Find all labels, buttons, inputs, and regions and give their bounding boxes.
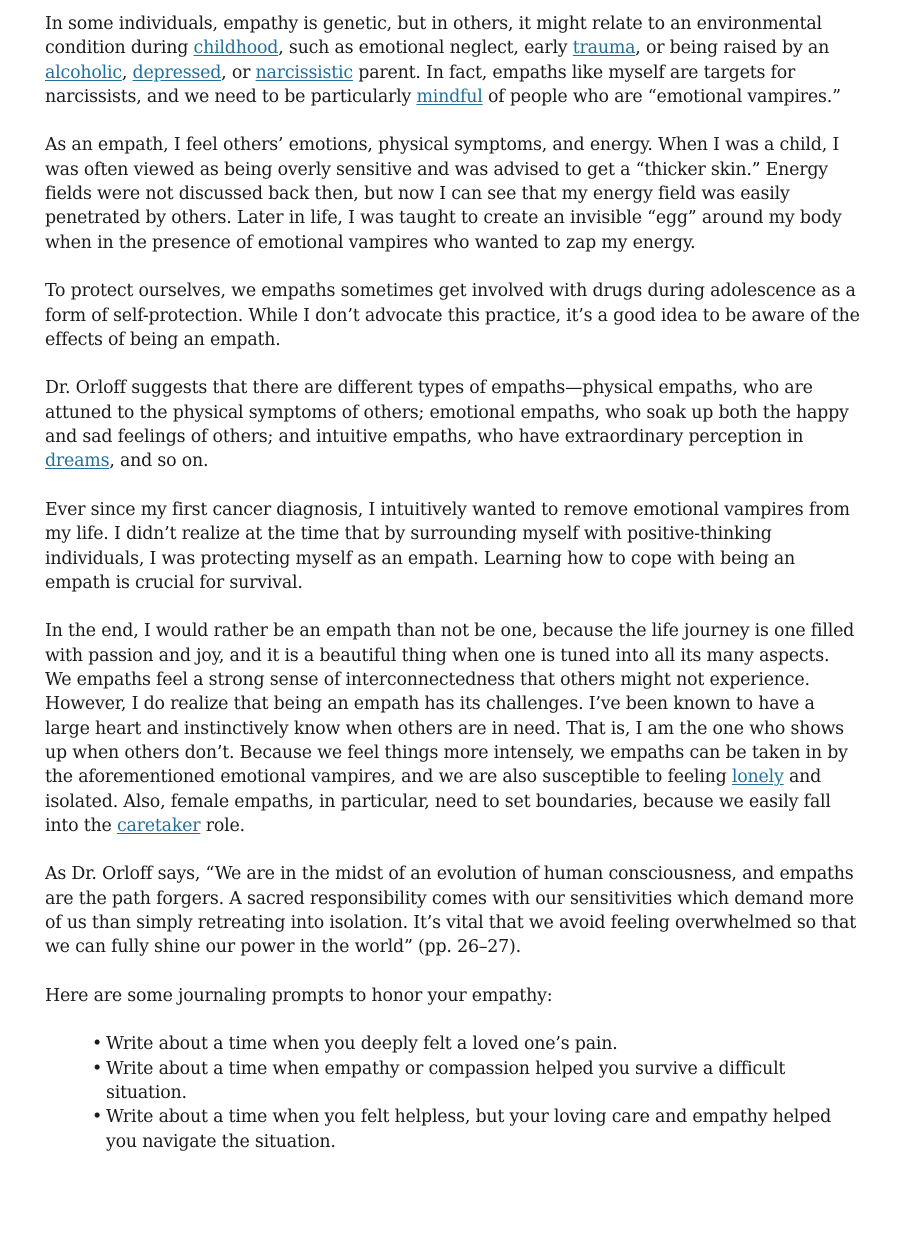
bullet-icon: • — [92, 1058, 103, 1079]
link-narcissistic[interactable]: narcissistic — [255, 62, 353, 83]
link-childhood[interactable]: childhood — [193, 38, 279, 59]
list-item — [92, 1057, 860, 1106]
text-segment: , — [121, 62, 133, 83]
text-segment: Dr. Orloff suggests that there are different types of empaths—physical empaths, who are attuned to the physical symptoms of others; emotional empaths, who soak up both the happy and sad feelings of others; and intuitive empaths, who have extraordinary perception in — [45, 378, 849, 448]
link-dreams[interactable]: dreams — [45, 451, 110, 472]
paragraph — [45, 498, 860, 595]
link-alcoholic[interactable]: alcoholic — [45, 62, 122, 83]
paragraph — [45, 376, 860, 473]
link-mindful[interactable]: mindful — [416, 86, 483, 107]
text-segment: , or being raised by an — [635, 38, 830, 59]
text-segment: , and so on. — [109, 451, 209, 472]
text-segment: Here are some journaling prompts to honor your empathy: — [45, 985, 553, 1006]
text-segment: , or — [221, 62, 256, 83]
text-segment: In the end, I would rather be an empath than not be one, because the life journey is one filled with passion and joy, and it is a beautiful thing when one is tuned into all its many aspects. We empaths feel a strong sense of interconnectedness that others might not experience. However, I do realize that being an empath has its challenges. I’ve been known to have a large heart and instinctively know when others are in need. That is, I am the one who shows up when others don’t. Because we feel things more intensely, we empaths can be taken in by the aforementioned emotional vampires, and we are also susceptible to feeling — [45, 621, 855, 788]
text-segment: , such as emotional neglect, early — [278, 38, 573, 59]
link-depressed[interactable]: depressed — [132, 62, 222, 83]
link-lonely[interactable]: lonely — [731, 767, 784, 788]
body-text — [45, 12, 860, 1008]
text-segment: In some individuals, empathy is genetic, but in others, it might relate to an environmental condition during — [45, 14, 822, 59]
journaling-prompts-list — [45, 1032, 860, 1153]
list-item-text: Write about a time when you deeply felt a loved one’s pain. — [106, 1034, 618, 1055]
link-trauma[interactable]: trauma — [572, 38, 636, 59]
list-item — [92, 1032, 860, 1056]
paragraph — [45, 12, 860, 109]
link-caretaker[interactable]: caretaker — [116, 815, 201, 836]
paragraph — [45, 133, 860, 254]
text-segment: As an empath, I feel others’ emotions, physical symptoms, and energy. When I was a child, I was often viewed as being overly sensitive and was advised to get a “thicker skin.” Energy fields were not discussed back then, but now I can see that my energy field was easily penetrated by others. Later in life, I was taught to create an invisible “egg” around my body when in the presence of emotional vampires who wanted to zap my energy. — [45, 135, 842, 253]
text-segment: Ever since my first cancer diagnosis, I intuitively wanted to remove emotional vampires from my life. I didn’t realize at the time that by surrounding myself with positive-thinking individuals, I was protecting myself as an empath. Learning how to cope with being an empath is crucial for survival. — [45, 499, 850, 593]
paragraph — [45, 862, 860, 959]
text-segment: of people who are “emotional vampires.” — [482, 86, 841, 107]
list-item-text: Write about a time when empathy or compassion helped you survive a difficult situation. — [106, 1058, 786, 1104]
text-segment: As Dr. Orloff says, “We are in the midst of an evolution of human consciousness, and empaths are the path forgers. A sacred responsibility comes with our sensitivities which demand more of us than simply retreating into isolation. It’s vital that we avoid feeling overwhelmed so that we can fully shine our power in the world” (pp. 26–27). — [45, 864, 856, 958]
bullet-icon: • — [92, 1107, 103, 1128]
text-segment: role. — [200, 815, 245, 836]
text-segment: To protect ourselves, we empaths sometimes get involved with drugs during adolescence as a form of self-protection. While I don’t advocate this practice, it’s a good idea to be aware of the effects of being an empath. — [45, 281, 860, 350]
paragraph — [45, 279, 860, 352]
paragraph — [45, 619, 860, 838]
list-item — [92, 1105, 860, 1154]
text-segment: and isolated. Also, female empaths, in particular, need to set boundaries, because we easily fall into the — [45, 767, 831, 836]
document-page — [45, 12, 860, 1154]
bullet-icon: • — [92, 1034, 103, 1055]
paragraph — [45, 984, 860, 1008]
list-item-text: Write about a time when you felt helpless, but your loving care and empathy helped you navigate the situation. — [106, 1107, 832, 1152]
text-segment: parent. In fact, empaths like myself are targets for narcissists, and we need to be particularly — [45, 62, 796, 107]
